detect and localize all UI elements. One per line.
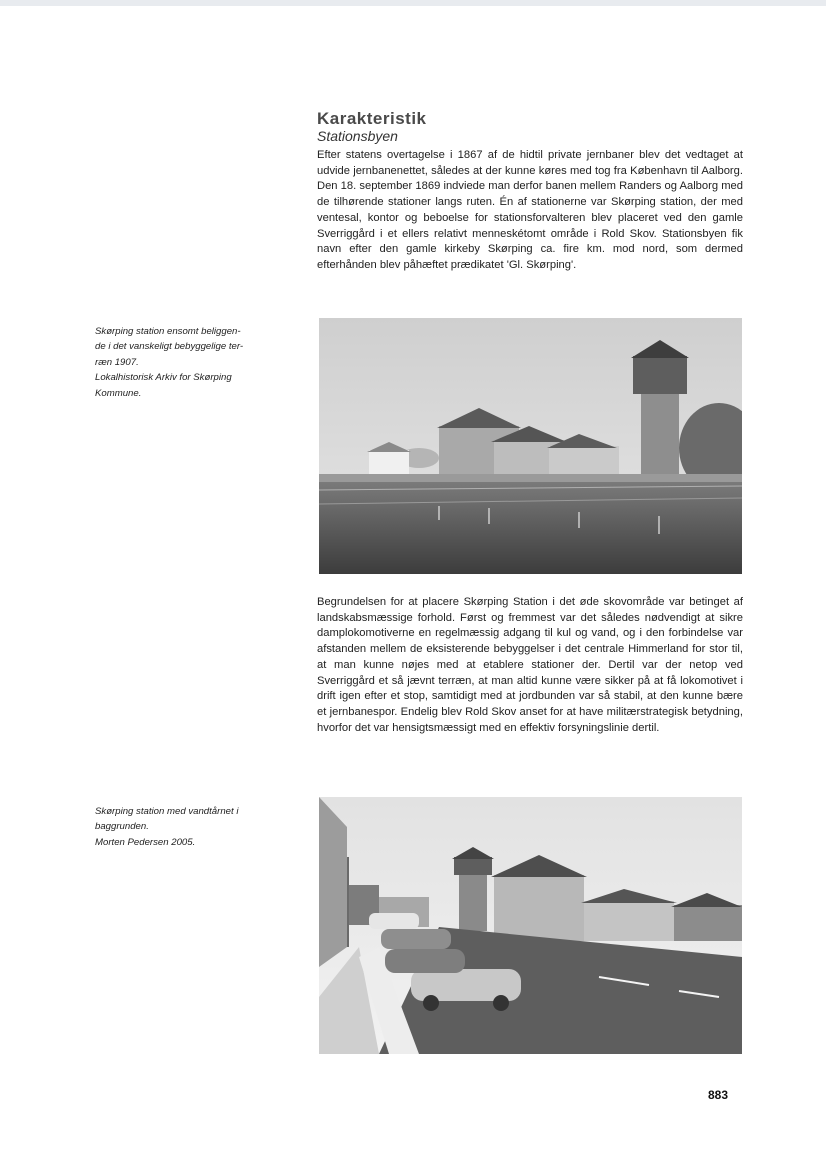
caption-line: de i det vanskeligt bebyggelige ter- — [95, 341, 244, 353]
page-top-strip — [0, 0, 826, 6]
caption-line: Skørping station med vandtårnet i — [95, 806, 239, 817]
caption-line: ræn 1907. — [95, 356, 139, 368]
caption-line: Skørping station ensomt beliggen- — [95, 326, 241, 337]
modern-station-photo — [319, 797, 742, 1054]
caption-line: Lokalhistorisk Arkiv for Skørping — [95, 372, 232, 384]
section-subheading: Stationsbyen — [317, 128, 398, 144]
historic-station-photo — [319, 318, 742, 574]
caption-line: Kommune. — [95, 387, 142, 399]
body-paragraph-2: Begrundelsen for at placere Skørping Station i det øde skovområde var betinget af landskabsmæssige forhold. Først og fremmest var det således nødvendigt at sikre damplokomotiverne en regelmæssig adgang til kul og vand, og i den forbindelse var afstanden mellem de eksisterende bebyggelser i det centrale Himmerland for stor til, at man kunne nøjes med at etablere stationer der. Dertil var der netop ved Sverriggård et så jævnt terræn, at man altid kunne være sikker på at få lokomotivet i drift igen efter et stop, samtidigt med at jordbunden var så stabil, at den kunne bære et jernbanespor. Endelig blev Rold Skov anset for at have militærstrategisk betydning, hvorfor det var hensigtsmæssigt med en effektiv forsyningslinie dertil. — [317, 596, 743, 734]
photo-caption-1 — [95, 324, 295, 401]
section-heading: Karakteristik — [317, 109, 427, 128]
body-paragraph-1: Efter statens overtagelse i 1867 af de hidtil private jernbaner blev det vedtaget at udvide jernbanenettet, således at der kunne køres med tog fra København til Aalborg. Den 18. september 1869 indviede man derfor banen mellem Randers og Aalborg med de tilhørende stationer langs ruten. Én af stationerne var Skørping station, der med ventesal, kontor og beboelse for stationsforvalteren blev placeret ved den gamle Sverriggård i et ellers relativt menneskétomt område i Rold Skov. Stationsbyen fik navn efter den gamle kirkeby Skørping ca. fire km. mod nord, som dermed efterhånden blev påhæftet prædikatet 'Gl. Skørping'. — [317, 149, 743, 271]
photo-caption-2 — [95, 804, 295, 850]
caption-line: baggrunden. — [95, 821, 149, 833]
caption-line: Morten Pedersen 2005. — [95, 836, 196, 848]
page-number: 883 — [708, 1088, 729, 1102]
